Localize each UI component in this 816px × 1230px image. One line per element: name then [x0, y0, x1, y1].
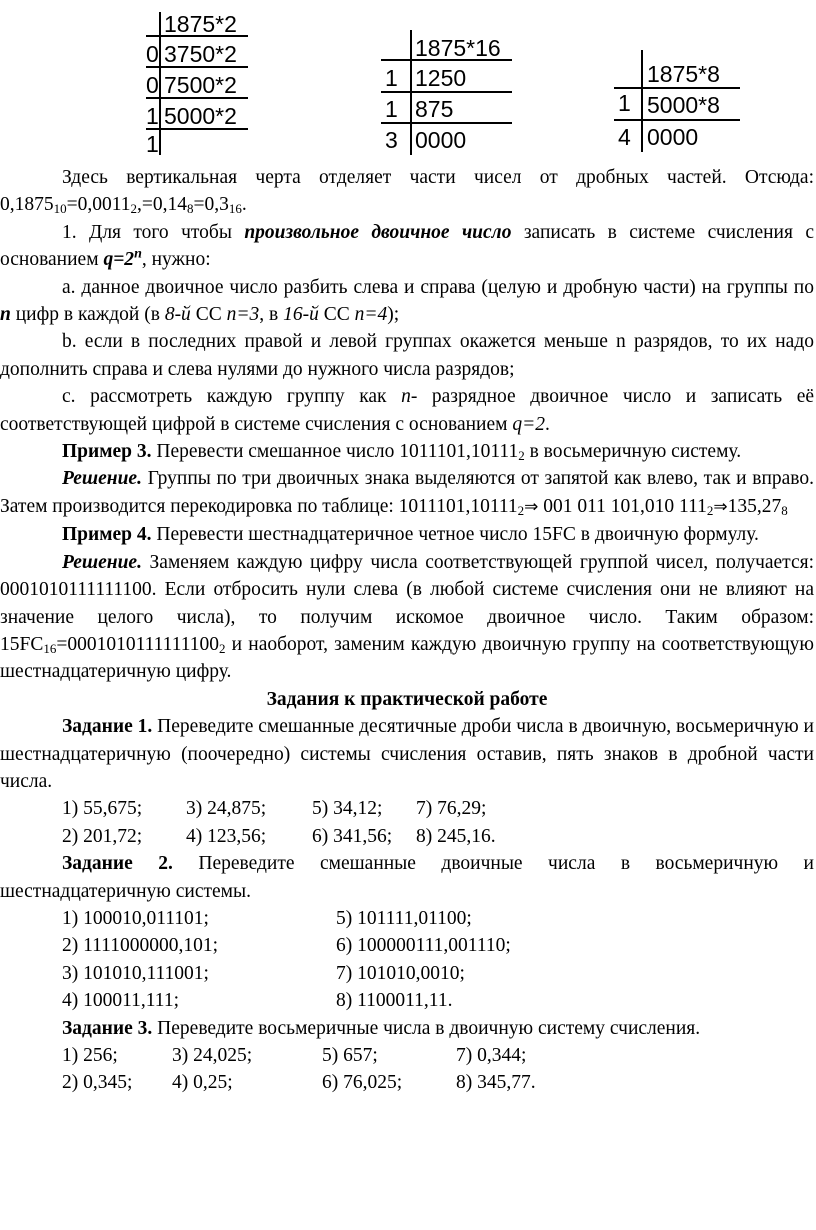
task-2-item: 8) 1100011,11. [336, 990, 453, 1012]
diagram2-left-1: 1 [385, 65, 398, 91]
task-1-item: 2) 201,72; [62, 825, 143, 847]
task-2-row-4 [0, 987, 814, 1014]
task-2-item: 3) 101010,111001; [62, 962, 209, 984]
task-2-item: 7) 101010,0010; [336, 962, 465, 984]
diagram2-header: 1875*16 [415, 35, 501, 61]
task-3-item: 3) 24,025; [172, 1044, 253, 1066]
task-3-item: 8) 345,77. [456, 1072, 536, 1094]
diagram1-header: 1875*2 [164, 11, 237, 37]
task-2: Задание 2. Переведите смешанные двоичные числа в восьмеричную и шестнадцатеричную системы. [0, 853, 814, 902]
task-2-item: 6) 100000111,001110; [336, 935, 511, 957]
rule-step-a: a. данное двоичное число разбить слева и справа (целую и дробную части) на группы по n цифр в каждой (в 8-й СС n=3, в 16-й СС n=4); [0, 276, 814, 326]
example-4: Пример 4. Перевести шестнадцатеричное четное число 15FC в двоичную формулу. [62, 524, 759, 546]
task-1-item: 5) 34,12; [312, 798, 383, 820]
task-3: Задание 3. Переведите восьмеричные числа в двоичную систему счисления. [62, 1017, 701, 1039]
task-3-item: 6) 76,025; [322, 1072, 403, 1094]
rule-step-c: c. рассмотреть каждую группу как n- разрядное двоичное число и записать её соответствующей цифрой в системе счисления с основанием q=2. [0, 386, 815, 435]
diagram3-left-1: 1 [618, 90, 631, 116]
diagram2-left-2: 1 [385, 96, 398, 122]
diagram1-right-1: 3750*2 [164, 41, 237, 67]
diagram3-header: 1875*8 [647, 61, 720, 87]
conversion-diagrams [0, 0, 816, 160]
diagram3-right-2: 0000 [647, 124, 699, 150]
task-1-item: 7) 76,29; [416, 798, 487, 820]
task-1-item: 3) 24,875; [186, 798, 267, 820]
solution-4: Решение. Заменяем каждую цифру числа соответствующей группой чисел, получается: 0001010111111100. Если отбросить нули слева (в любой системе счисления они не влияют на значение целого числа), то получим искомое двоичное число. Таким образом: $15FC_{16}=0001010111111100_2$ и наоборот, заменим каждую двоичную группу на соответствующую шестнадцатеричную цифру. [0, 551, 814, 683]
solution-3: Решение. Группы по три двоичных знака выделяются от запятой как влево, так и вправо. Затем производится перекодировка по таблице: $1011101,10111_2\Rightarrow$ 001 011 101,010 $111_2\Rightarrow 135,27_8$ [0, 468, 814, 518]
task-2-row-1 [0, 905, 814, 932]
diagram2-left-3: 3 [385, 127, 398, 153]
task-3-item: 4) 0,25; [172, 1072, 233, 1094]
diagram3-left-2: 4 [618, 124, 631, 150]
task-2-item: 5) 101111,01100; [336, 907, 472, 929]
document-body [0, 164, 814, 1097]
task-1-item: 6) 341,56; [312, 825, 393, 847]
task-1: Задание 1. Переведите смешанные десятичные дроби числа в двоичную, восьмеричную и шестнадцатеричную (поочередно) системы счисления оставив, пять знаков в дробной части числа. [0, 716, 814, 792]
diagram1-left-2: 0 [146, 72, 159, 98]
task-3-item: 5) 657; [322, 1044, 378, 1066]
diagram2-right-3: 0000 [415, 127, 467, 153]
rule-step-1: 1. Для того чтобы произвольное двоичное число записать в системе счисления с основанием $q=2^n$, нужно: [0, 221, 814, 271]
diagram1-left-4: 1 [146, 131, 159, 157]
diagram1-left-1: 0 [146, 41, 159, 67]
paragraph-vertical-line-note: Здесь вертикальная черта отделяет части чисел от дробных частей. Отсюда: $0,1875_{10}=0,0011_2,=0,14_8=0,3_{16}$. [0, 167, 814, 217]
task-1-item: 8) 245,16. [416, 825, 496, 847]
diagram1-right-3: 5000*2 [164, 103, 237, 129]
rule-step-b: b. если в последних правой и левой группах окажется меньше n разрядов, то их надо дополнить справа и слева нулями до нужного числа разрядов; [0, 331, 814, 380]
task-2-row-2 [0, 932, 814, 959]
task-3-item: 7) 0,344; [456, 1044, 527, 1066]
diagram1-left-3: 1 [146, 103, 159, 129]
diagram3-right-1: 5000*8 [647, 92, 720, 118]
task-2-item: 4) 100011,111; [62, 990, 179, 1012]
task-3-item: 1) 256; [62, 1044, 118, 1066]
task-2-item: 1) 100010,011101; [62, 907, 209, 929]
example-3: Пример 3. Перевести смешанное число $1011101,10111_2$ в восьмеричную систему. [62, 441, 742, 464]
task-1-row-2 [0, 823, 814, 850]
task-3-row-1 [0, 1042, 814, 1069]
task-1-item: 4) 123,56; [186, 825, 267, 847]
task-1-item: 1) 55,675; [62, 798, 143, 820]
diagram2-right-2: 875 [415, 96, 454, 122]
task-3-row-2 [0, 1069, 814, 1096]
diagram2-right-1: 1250 [415, 65, 467, 91]
task-3-item: 2) 0,345; [62, 1072, 133, 1094]
task-2-item: 2) 1111000000,101; [62, 935, 218, 957]
task-2-row-3 [0, 960, 814, 987]
section-heading: Задания к практической работе [266, 688, 548, 710]
task-1-row-1 [0, 795, 814, 822]
diagram1-right-2: 7500*2 [164, 72, 237, 98]
